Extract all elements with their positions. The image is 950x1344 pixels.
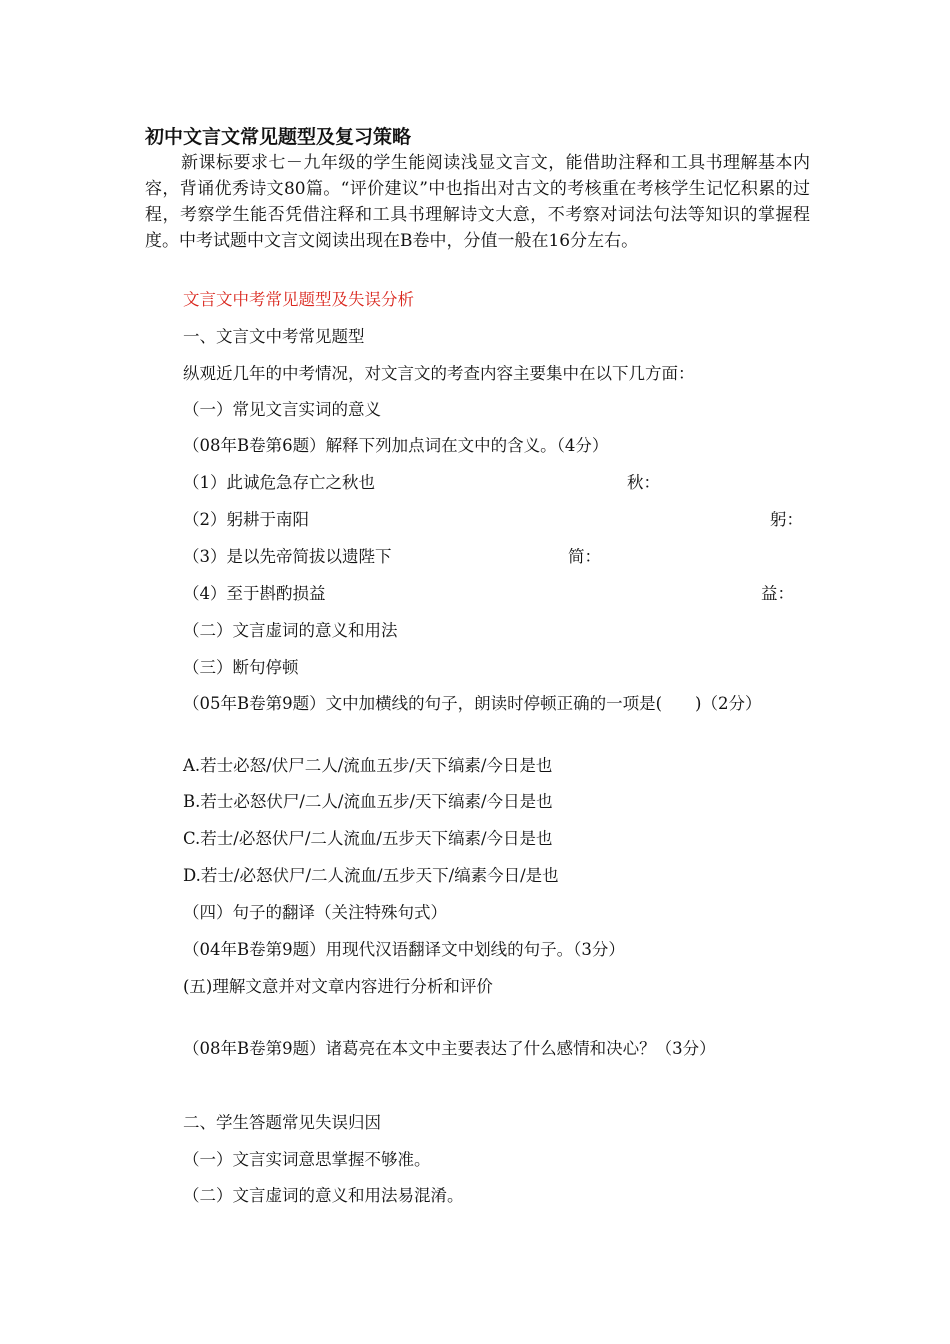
question-04-9: （04年B卷第9题）用现代汉语翻译文中划线的句子。（3分） bbox=[183, 940, 625, 959]
question-05-9: （05年B卷第9题）文中加横线的句子，朗读时停顿正确的一项是( )（2分） bbox=[183, 694, 762, 713]
item-4-heading: （四）句子的翻译（关注特殊句式） bbox=[183, 903, 447, 922]
document-title: 初中文言文常见题型及复习策略 bbox=[145, 126, 412, 148]
question-08-6-part-4: （4）至于斟酌损益 bbox=[183, 584, 326, 603]
failure-item-1: （一）文言实词意思掌握不够准。 bbox=[183, 1150, 431, 1169]
item-5-heading: (五)理解文意并对文章内容进行分析和评价 bbox=[183, 977, 493, 996]
section-heading: 文言文中考常见题型及失误分析 bbox=[183, 290, 414, 309]
part1-heading: 一、文言文中考常见题型 bbox=[183, 327, 365, 346]
question-08-6: （08年B卷第6题）解释下列加点词在文中的含义。（4分） bbox=[183, 436, 609, 455]
option-c: C.若士/必怒伏尸/二人流血/五步天下缟素/今日是也 bbox=[183, 829, 553, 848]
answer-blank-3: 简： bbox=[568, 547, 601, 566]
answer-blank-4: 益： bbox=[761, 584, 794, 603]
option-d: D.若士/必怒伏尸/二人流血/五步天下/缟素今日/是也 bbox=[183, 866, 559, 885]
question-08-6-part-2: （2）躬耕于南阳 bbox=[183, 510, 309, 529]
question-08-9: （08年B卷第9题）诸葛亮在本文中主要表达了什么感情和决心？（3分） bbox=[183, 1039, 716, 1058]
intro-paragraph: 新课标要求七－九年级的学生能阅读浅显文言文，能借助注释和工具书理解基本内容，背诵优秀诗文80篇。“评价建议”中也指出对古文的考核重在考核学生记忆积累的过程，考察学生能否凭借注释和工具书理解诗文大意，不考察对词法句法等知识的掌握程度。中考试题中文言文阅读出现在B卷中，分值一般在16分左右。 bbox=[145, 153, 810, 251]
option-a: A.若士必怒/伏尸二人/流血五步/天下缟素/今日是也 bbox=[183, 756, 553, 775]
option-b: B.若士必怒伏尸/二人/流血五步/天下缟素/今日是也 bbox=[183, 792, 553, 811]
item-1-heading: （一）常见文言实词的意义 bbox=[183, 400, 381, 419]
answer-blank-1: 秋： bbox=[627, 473, 660, 492]
item-2-heading: （二）文言虚词的意义和用法 bbox=[183, 621, 398, 640]
part2-heading: 二、学生答题常见失误归因 bbox=[183, 1113, 381, 1132]
failure-item-2: （二）文言虚词的意义和用法易混淆。 bbox=[183, 1186, 464, 1205]
question-08-6-part-3: （3）是以先帝简拔以遗陛下 bbox=[183, 547, 392, 566]
item-3-heading: （三）断句停顿 bbox=[183, 658, 299, 677]
question-08-6-part-1: （1）此诚危急存亡之秋也 bbox=[183, 473, 375, 492]
answer-blank-2: 躬： bbox=[770, 510, 803, 529]
part1-lead: 纵观近几年的中考情况，对文言文的考查内容主要集中在以下几方面： bbox=[183, 364, 695, 383]
